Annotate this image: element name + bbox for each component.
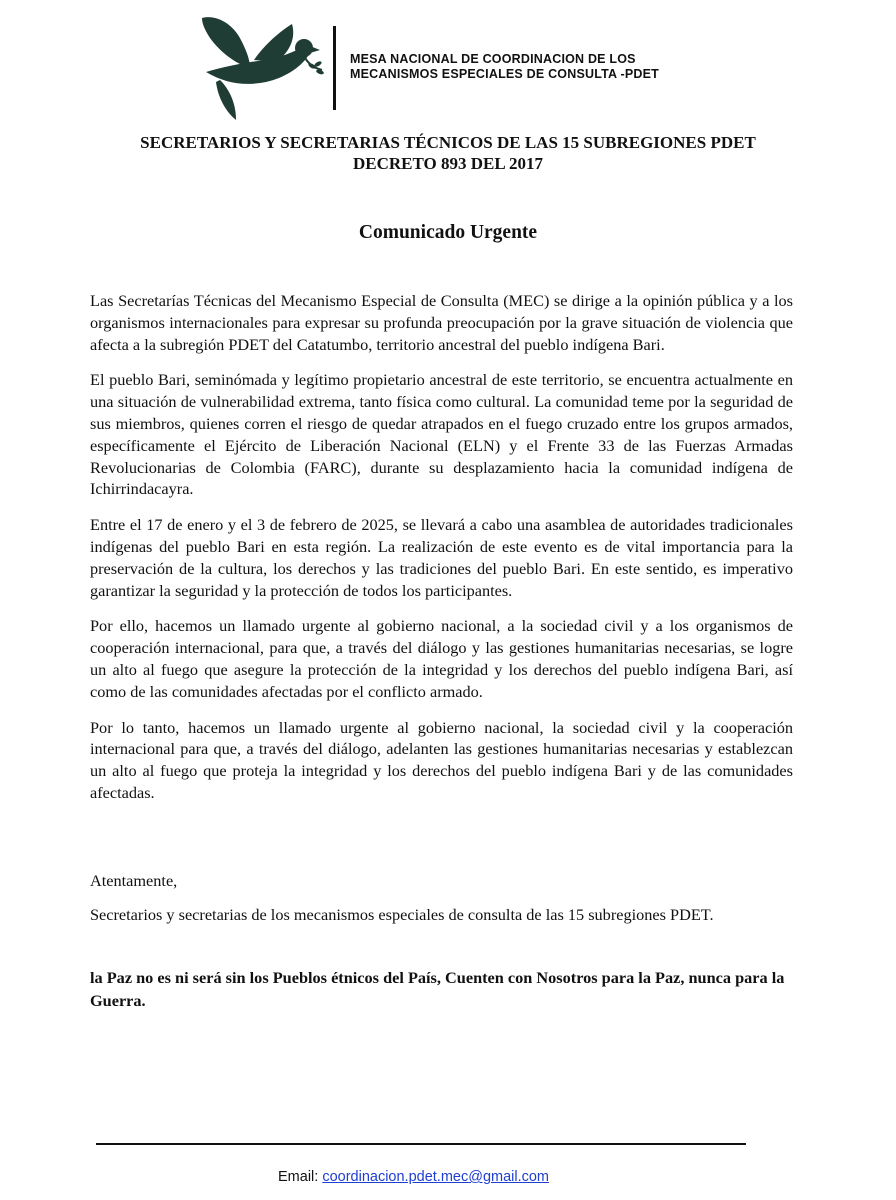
subtitle-line-2: DECRETO 893 DEL 2017 [352, 154, 544, 173]
email-label: Email: [278, 1169, 319, 1185]
body-paragraph: Las Secretarías Técnicas del Mecanismo Especial de Consulta (MEC) se dirige a la opinión pública y a los organismos internacionales para expresar su profunda preocupación por la grave situación de violencia que afecta a la subregión PDET del Catatumbo, territorio ancestral del pueblo indígena Bari. [90, 291, 793, 354]
closing-block [90, 870, 810, 926]
body-paragraph: Por ello, hacemos un llamado urgente al gobierno nacional, a la sociedad civil y a los organismos de cooperación internacional, para que, a través del diálogo y las gestiones humanitarias necesarias, se logre un alto al fuego que asegure la protección de la integridad y los derechos del pueblo indígena Bari, así como de las comunidades afectadas por el conflicto armado. [90, 616, 793, 701]
email-link[interactable]: coordinacion.pdet.mec@gmail.com [322, 1169, 550, 1185]
footer-divider [96, 1143, 746, 1145]
dove-logo [196, 8, 326, 123]
org-name-line-1: MESA NACIONAL DE COORDINACION DE LOS [350, 52, 636, 66]
dove-beak [310, 46, 320, 53]
org-name-line-2: MECANISMOS ESPECIALES DE CONSULTA -PDET [350, 67, 659, 81]
logo-divider [333, 26, 336, 110]
dove-lower-wing [216, 80, 236, 120]
document-body [90, 290, 793, 818]
document-title: Comunicado Urgente [358, 222, 538, 243]
signature: Secretarios y secretarias de los mecanismos especiales de consulta de las 15 subregiones PDET. [90, 904, 714, 924]
body-paragraph: Por lo tanto, hacemos un llamado urgente al gobierno nacional, la sociedad civil y la cooperación internacional para que, a través del diálogo, adelanten las gestiones humanitarias necesarias y establezcan un alto al fuego que proteja la integridad y los derechos del pueblo indígena Bari y de las comunidades afectadas. [90, 717, 793, 802]
footer-email [278, 1169, 549, 1185]
letterhead [0, 0, 896, 130]
dove-tail [202, 17, 250, 68]
closing-salutation: Atentamente, [90, 871, 178, 890]
document-subtitle [60, 132, 836, 174]
dove-body [206, 47, 310, 83]
body-paragraph: Entre el 17 de enero y el 3 de febrero de 2025, se llevará a cabo una asamblea de autoridades tradicionales indígenas del pueblo Bari en esta región. La realización de este evento es de vital importancia para la preservación de la cultura, los derechos y las tradiciones del pueblo Bari. En este sentido, es imperativo garantizar la seguridad y la protección de todos los participantes. [90, 515, 793, 600]
body-paragraph: El pueblo Bari, seminómada y legítimo propietario ancestral de este territorio, se encuentra actualmente en una situación de vulnerabilidad extrema, tanto física como cultural. La comunidad teme por la seguridad de sus miembros, quienes corren el riesgo de quedar atrapados en el fuego cruzado entre los grupos armados, específicamente el Ejército de Liberación Nacional (ELN) y el Frente 33 de las Fuerzas Armadas Revolucionarias de Colombia (FARC), durante su desplazamiento hacia la comunidad indígena de Ichirrindacayra. [90, 370, 793, 499]
motto: la Paz no es ni será sin los Pueblos étnicos del País, Cuenten con Nosotros para la Paz, nunca para la Guerra. [90, 968, 785, 1010]
organization-name [350, 52, 710, 82]
subtitle-line-1: SECRETARIOS Y SECRETARIAS TÉCNICOS DE LAS 15 SUBREGIONES PDET [140, 133, 756, 152]
